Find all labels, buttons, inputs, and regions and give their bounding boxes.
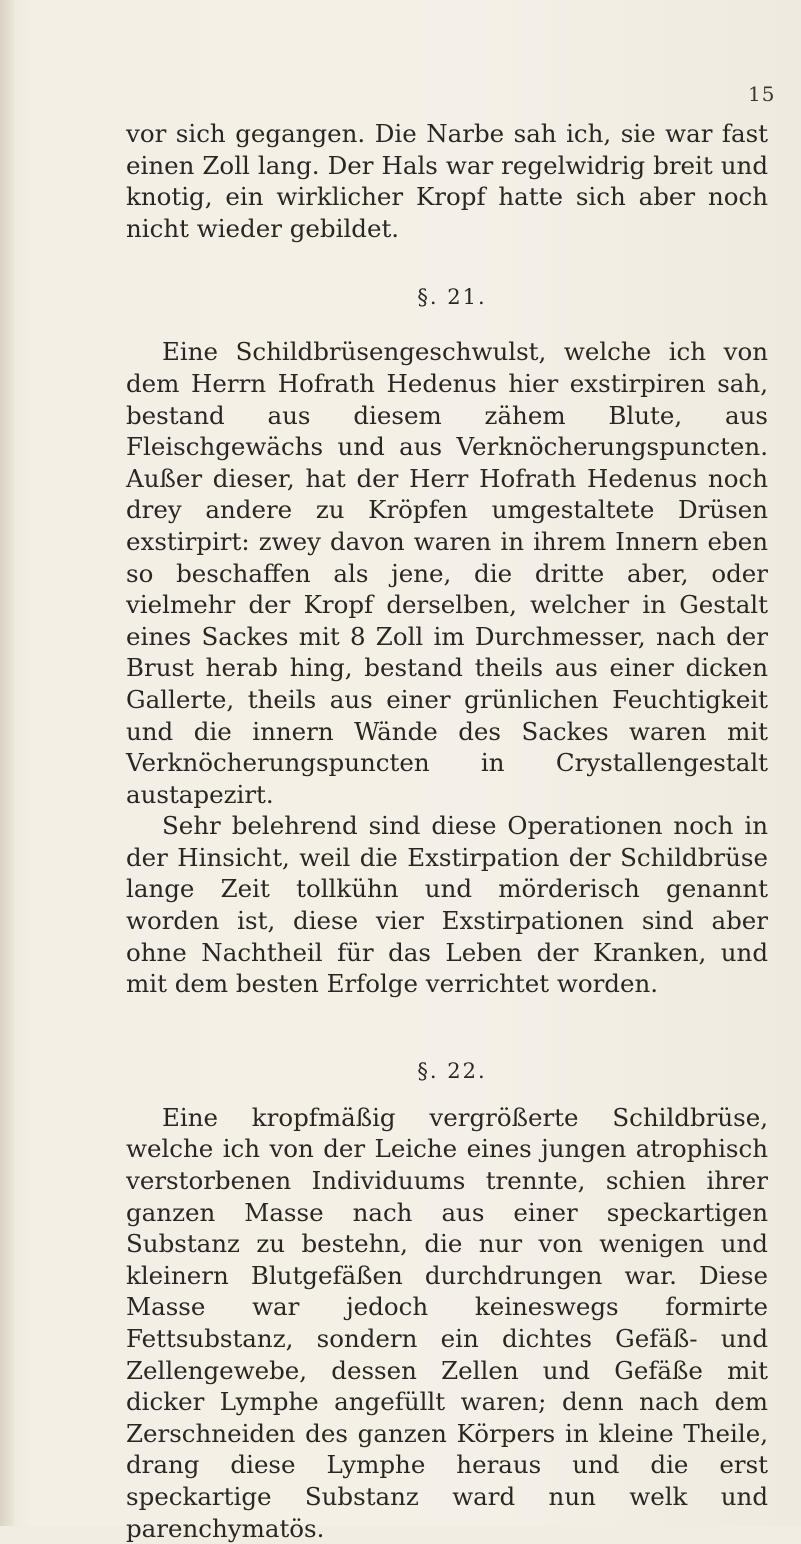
page-number: 15 xyxy=(748,82,776,106)
intro-paragraph: vor sich gegangen. Die Narbe sah ich, sie war fast einen Zoll lang. Der Hals war regelwidrig breit und knotig, ein wirklicher Kropf hatte sich aber noch nicht wieder gebildet. xyxy=(126,119,768,243)
page-spine-shadow xyxy=(0,0,14,1526)
section-21-paragraph-1: Eine Schildbrüsengeschwulst, welche ich von dem Herrn Hofrath Hedenus hier exstirpiren sah, bestand aus diesem zähem Blute, aus Fleischgewächs und aus Verknöcherungspuncten. Außer dieser, hat der Herr Hofrath Hedenus noch drey andere zu Kröpfen umgestaltete Drüsen exstirpirt: zwey davon waren in ihrem Innern eben so beschaffen als jene, die dritte aber, oder vielmehr der Kropf derselben, welcher in Gestalt eines Sackes mit 8 Zoll im Durchmesser, nach der Brust herab hing, bestand theils aus einer dicken Gallerte, theils aus einer grünlichen Feuchtigkeit und die innern Wände des Sackes waren mit Verknöcherungspuncten in Crystallengestalt austapezirt. xyxy=(126,337,768,809)
section-21-paragraph-2: Sehr belehrend sind diese Operationen noch in der Hinsicht, weil die Exstirpation der Schildbrüse lange Zeit tollkühn und mörderisch genannt worden ist, diese vier Exstirpationen sind aber ohne Nachtheil für das Leben der Kranken, und mit dem besten Erfolge verrichtet worden. xyxy=(126,811,768,999)
section-22-paragraph-1: Eine kropfmäßig vergrößerte Schildbrüse, welche ich von der Leiche eines jungen atrophisch verstorbenen Individuums trennte, schien ihrer ganzen Masse nach aus einer speckartigen Substanz zu bestehn, die nur von wenigen und kleinern Blutgefäßen durchdrungen war. Diese Masse war jedoch keineswegs formirte Fettsubstanz, sondern ein dichtes Gefäß- und Zellengewebe, dessen Zellen und Gefäße mit dicker Lymphe angefüllt waren; denn nach dem Zerschneiden des ganzen Körpers in kleine Theile, drang diese Lymphe heraus und die erst speckartige Substanz ward nun welk und parenchymatös. xyxy=(126,1102,768,1543)
section-22-heading: §. 22. xyxy=(417,1058,487,1083)
section-21-heading: §. 21. xyxy=(417,285,487,310)
main-text xyxy=(126,118,768,1544)
